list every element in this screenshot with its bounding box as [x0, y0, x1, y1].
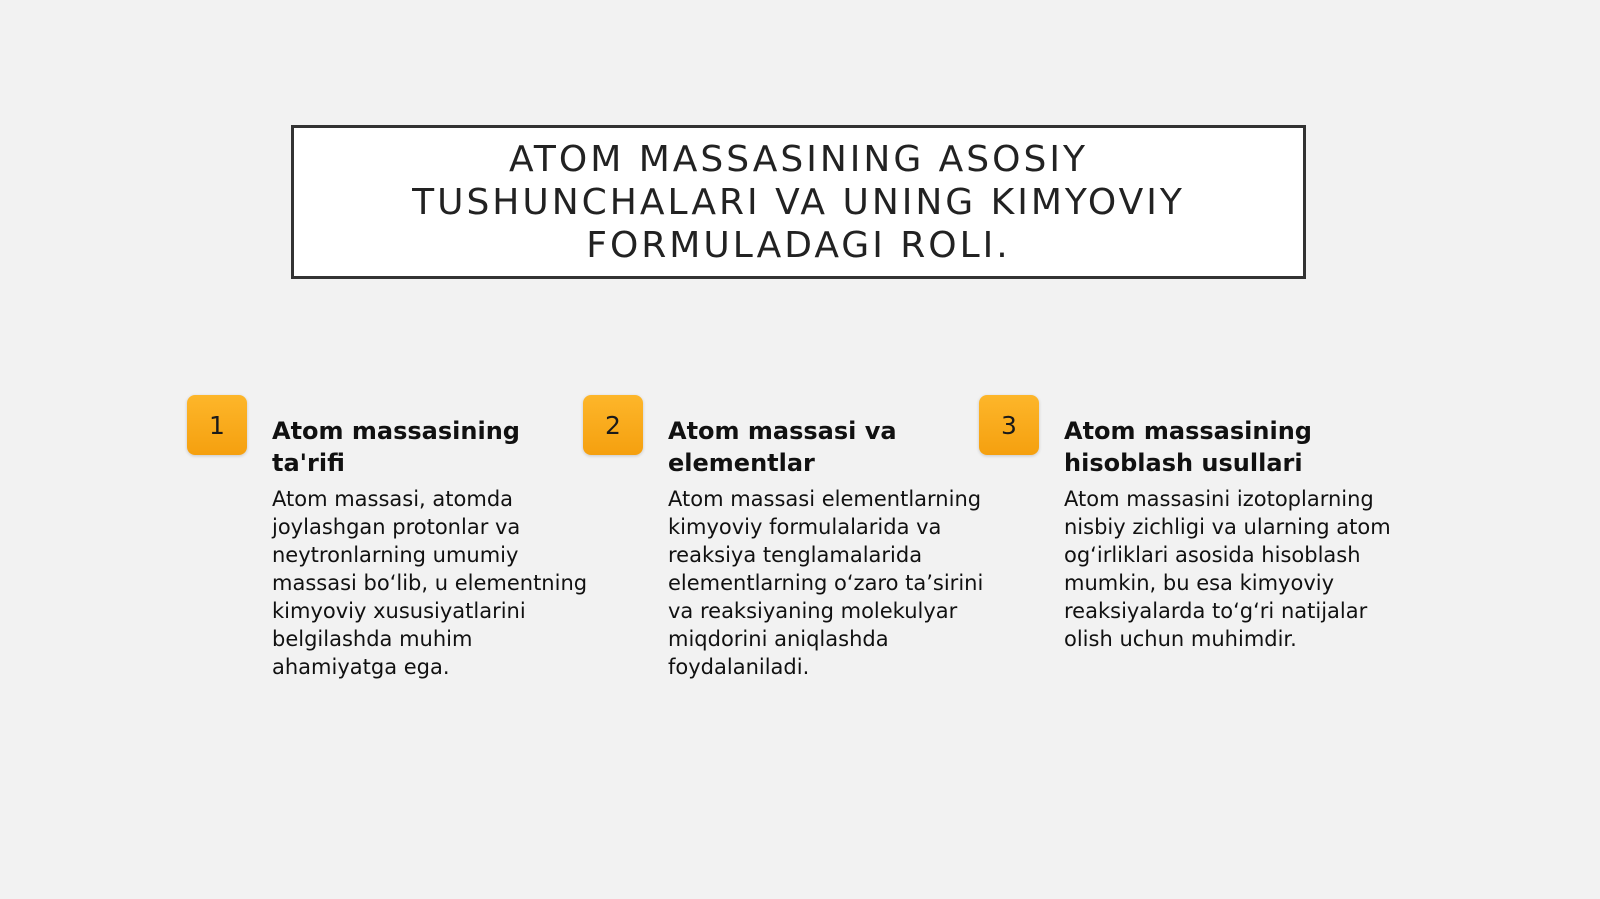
card-body-1: Atom massasi, atomda joylashgan protonlar va neytronlarning umumiy massasi bo‘lib, u elementning kimyoviy xususiyatlarini belgilashda muhim ahamiyatga ega. [272, 487, 588, 679]
number-badge-2: 2 [583, 395, 643, 455]
slide-title: ATOM MASSASINING ASOSIY TUSHUNCHALARI VA UNING KIMYOVIY FORMULADAGI ROLI. [412, 138, 1185, 266]
card-heading-2: Atom massasi va elementlar [668, 417, 897, 477]
card-2 [583, 395, 984, 695]
card-heading-3: Atom massasining hisoblash usullari [1064, 417, 1312, 477]
number-badge-3: 3 [979, 395, 1039, 455]
card-1 [187, 395, 588, 695]
title-box [291, 125, 1306, 279]
number-badge-1: 1 [187, 395, 247, 455]
card-3 [979, 395, 1391, 695]
card-body-2: Atom massasi elementlarning kimyoviy formulalarida va reaksiya tenglamalarida elementlarning o‘zaro ta’sirini va reaksiyaning molekulyar miqdorini aniqlashda foydalaniladi. [668, 487, 984, 679]
card-body-3: Atom massasini izotoplarning nisbiy zichligi va ularning atom og‘irliklari asosida hisoblash mumkin, bu esa kimyoviy reaksiyalarda to‘g‘ri natijalar olish uchun muhimdir. [1064, 487, 1391, 651]
card-heading-1: Atom massasining ta'rifi [272, 417, 520, 477]
